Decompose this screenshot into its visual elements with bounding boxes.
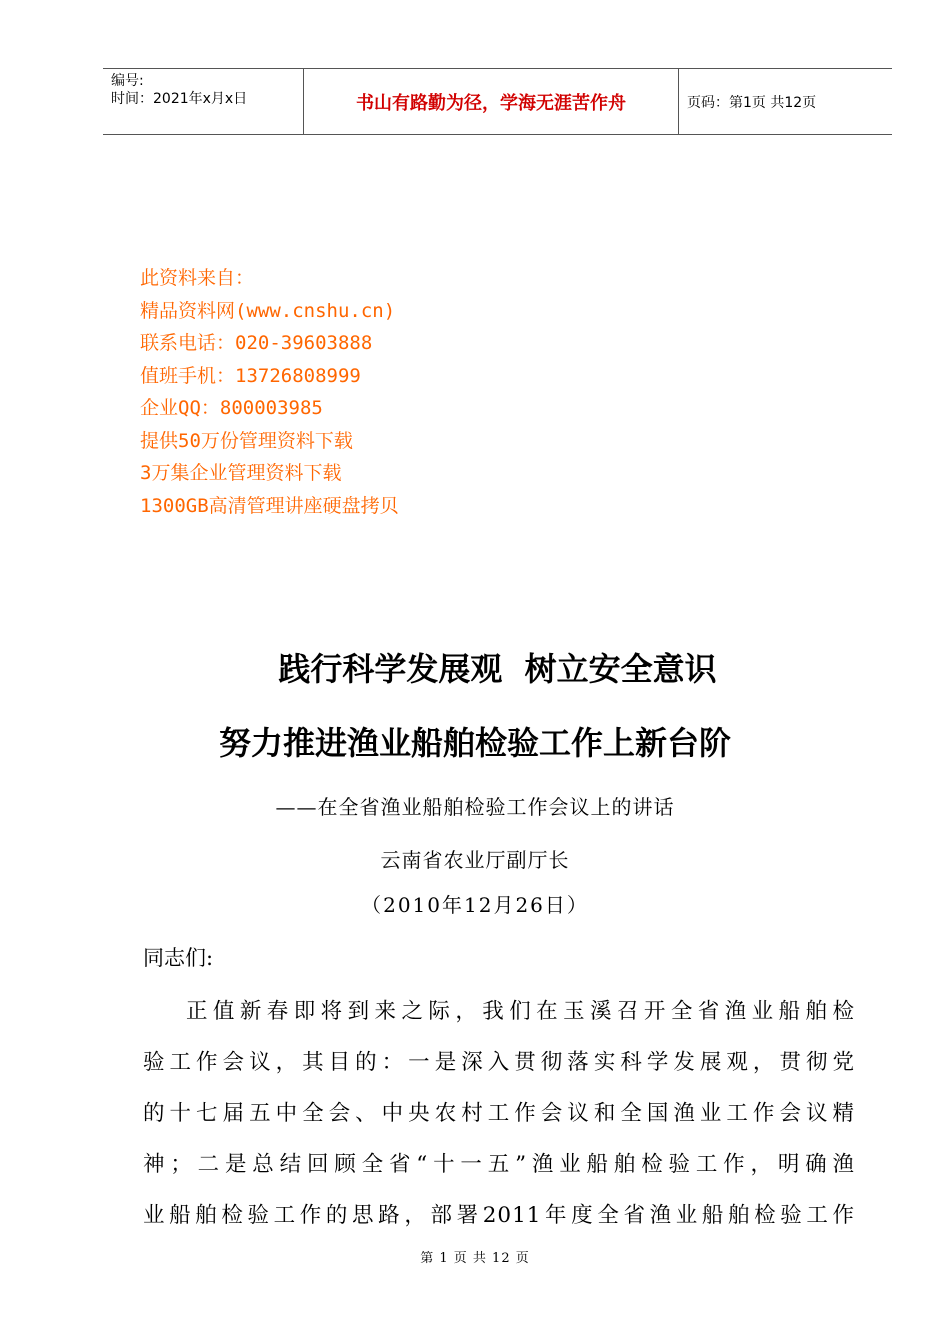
promo-line: 联系电话：020-39603888	[140, 332, 373, 354]
number-label: 编号:	[111, 73, 144, 89]
promo-line: 值班手机：13726808999	[140, 364, 361, 387]
header-motto-cell	[303, 69, 679, 134]
promo-line: 此资料来自：	[140, 267, 255, 289]
speaker-title: 云南省农业厅副厅长	[380, 848, 570, 872]
time-label: 时间：2021年x月x日	[111, 91, 248, 107]
speech-subtitle: ——在全省渔业船舶检验工作会议上的讲话	[275, 795, 675, 819]
document-title-line1: 践行科学发展观 树立安全意识	[278, 650, 717, 688]
body-line: 的十七届五中全会、中央农村工作会议和全国渔业工作会议精	[143, 1101, 855, 1126]
document-header	[103, 68, 892, 135]
header-meta	[103, 69, 303, 134]
greeting: 同志们:	[143, 946, 214, 970]
promo-line: 1300GB高清管理讲座硬盘拷贝	[140, 494, 399, 517]
promo-line: 精品资料网(www.cnshu.cn)	[140, 299, 396, 322]
promo-line: 提供50万份管理资料下载	[140, 429, 353, 452]
body-paragraph	[143, 986, 855, 1241]
body-line: 验工作会议，其目的：一是深入贯彻落实科学发展观，贯彻党	[143, 1050, 855, 1075]
promo-block	[140, 262, 399, 522]
promo-line: 3万集企业管理资料下载	[140, 462, 342, 484]
document-title-line2: 努力推进渔业船舶检验工作上新台阶	[218, 724, 731, 762]
body-line: 正值新春即将到来之际，我们在玉溪召开全省渔业船舶检	[186, 999, 855, 1024]
promo-line: 企业QQ：800003985	[140, 397, 323, 419]
header-motto: 书山有路勤为径，学海无涯苦作舟	[356, 92, 626, 114]
header-page-info: 页码：第1页 共12页	[687, 94, 817, 111]
body-line: 神；二是总结回顾全省“十一五”渔业船舶检验工作，明确渔	[143, 1152, 855, 1177]
page-footer: 第 1 页 共 12 页	[420, 1251, 530, 1266]
body-line: 业船舶检验工作的思路，部署2011年度全省渔业船舶检验工作	[143, 1203, 855, 1228]
speech-date: （2010年12月26日）	[361, 893, 589, 917]
